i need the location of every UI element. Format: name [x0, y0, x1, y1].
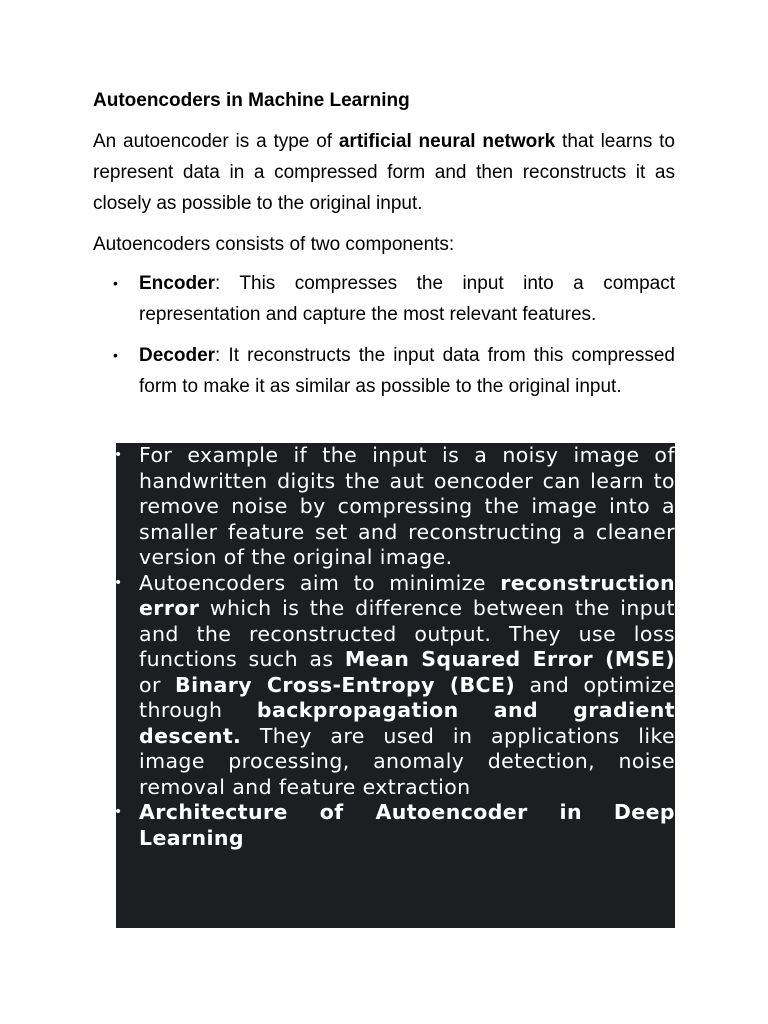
aim-bold-3: Binary Cross-Entropy (BCE): [175, 672, 516, 697]
highlighted-block: [116, 443, 675, 928]
list-item-aim: [116, 571, 675, 801]
encoder-term: Encoder: [139, 273, 216, 294]
example-text: For example if the input is a noisy image of handwritten digits the aut oencoder can learn to remove noise by compressing the image into a smaller feature set and reconstructing a cleaner version of the original image.: [139, 443, 675, 569]
aim-bold-1: reconstruction error: [139, 570, 675, 620]
aim-bold-2: Mean Squared Error (MSE): [344, 647, 675, 671]
aim-bold-4: backpropagation and gradient descent.: [139, 698, 676, 748]
list-item-architecture: [116, 800, 675, 851]
aim-text-2: which is the difference between the input and the reconstructed output. They use loss functions such as: [139, 596, 675, 671]
intro-bold-term: artificial neural network: [338, 131, 556, 152]
components-intro: Autoencoders consists of two components:: [93, 234, 455, 255]
intro-text-start: An autoencoder is a type of: [93, 131, 339, 152]
intro-paragraph: [93, 126, 675, 219]
list-item-encoder: [93, 268, 675, 330]
list-item-example: [116, 443, 675, 571]
highlight-list: [116, 443, 675, 851]
document-title: Autoencoders in Machine Learning: [93, 90, 410, 111]
components-list: [93, 268, 675, 412]
intro-text-end: that learns to represent data in a compressed form and then reconstructs it as closely as possible to the original input.: [93, 131, 675, 214]
bullet-icon: •: [113, 275, 118, 291]
bullet-icon: •: [114, 574, 123, 591]
aim-text-1: Autoencoders aim to minimize: [139, 570, 501, 595]
decoder-term: Decoder: [139, 345, 216, 366]
bullet-icon: •: [114, 447, 123, 463]
aim-text-5: They are used in applications like image processing, anomaly detection, noise removal and feature extraction: [139, 723, 675, 799]
encoder-description: : This compresses the input into a compact representation and capture the most relevant features.: [139, 273, 675, 325]
bullet-icon: •: [114, 804, 123, 820]
aim-text-4: and optimize through: [139, 672, 675, 722]
bullet-icon: •: [113, 347, 118, 363]
architecture-heading: Architecture of Autoencoder in Deep Learning: [139, 800, 675, 850]
aim-text-3: or: [139, 672, 176, 697]
decoder-description: : It reconstructs the input data from this compressed form to make it as similar as possible to the original input.: [139, 345, 675, 397]
list-item-decoder: [93, 340, 675, 402]
